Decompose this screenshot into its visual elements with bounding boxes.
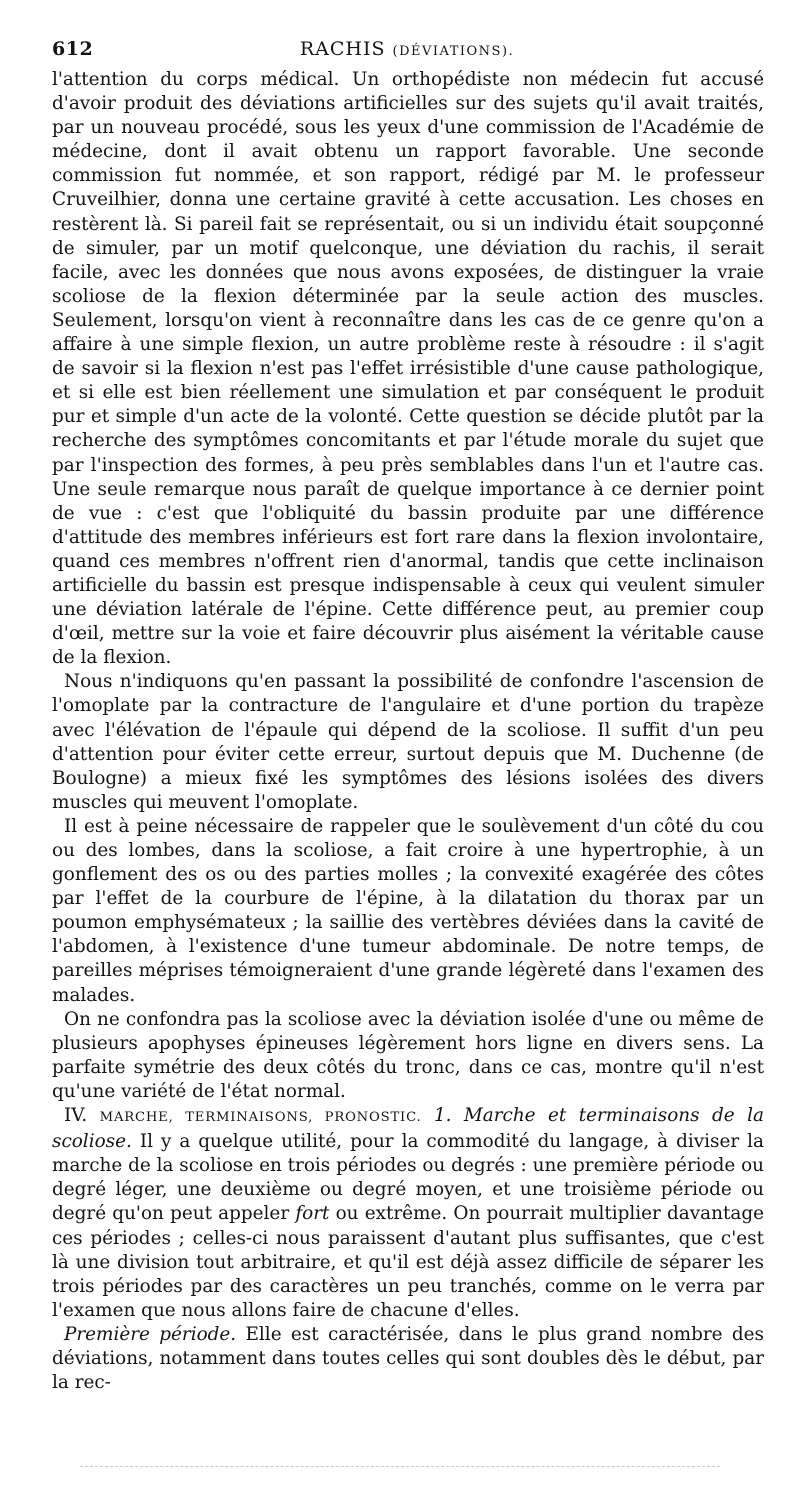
running-head [52,38,762,60]
running-head-paren: (DÉVIATIONS). [392,44,515,59]
paragraph-4: On ne confondra pas la scoliose avec la déviation isolée d'une ou même de plusieurs apophyses épineuses légèrement hors ligne en divers sens. La parfaite symétrie des deux côtés du tronc, dans ce cas, montre qu'il n'est qu'une variété de l'état normal. [52,1008,764,1102]
bleed-through-line [80,1466,720,1467]
paragraph-5-text-continued: ou extrême. On pourrait multiplier davantage ces périodes ; celles-ci nous paraissent d'autant plus suffisantes, que c'est là une division tout arbitraire, et qu'il est déjà assez difficile de séparer les trois périodes par des caractères un peu tranchés, comme on le verra par l'examen que nous allons faire de chacune d'elles. [52,1203,764,1321]
paragraph-1: l'attention du corps médical. Un orthopédiste non médecin fut accusé d'avoir produit des déviations artificielles sur des sujets qu'il avait traités, par un nouveau procédé, sous les yeux d'une commission de l'Académie de médecine, dont il avait obtenu un rapport favorable. Une seconde commission fut nommée, et son rapport, rédigé par M. le professeur Cruveilhier, donna une certaine gravité à cette accusation. Les choses en restèrent là. Si pareil fait se représentait, ou si un individu était soupçonné de simuler, par un motif quelconque, une déviation du rachis, il serait facile, avec les données que nous avons exposées, de distinguer la vraie scoliose de la flexion déterminée par la seule action des muscles. Seulement, lorsqu'on vient à reconnaître dans les cas de ce genre qu'on a affaire à une simple flexion, un autre problème reste à résoudre : il s'agit de savoir si la flexion n'est pas l'effet irrésistible d'une cause pathologique, et si elle est bien réellement une simulation et par conséquent le produit pur et simple d'un acte de la volonté. Cette question se décide plutôt par la recherche des symptômes concomitants et par l'étude morale du sujet que par l'inspection des formes, à peu près semblables dans l'un et l'autre cas. Une seule remarque nous paraît de quelque importance à ce dernier point de vue : c'est que l'obliquité du bassin produite par une différence d'attitude des membres inférieurs est fort rare dans la flexion involontaire, quand ces membres n'offrent rien d'anormal, tandis que cette inclinaison artificielle du bassin est presque indispensable à ceux qui veulent simuler une déviation latérale de l'épine. Cette différence peut, au premier coup d'œil, mettre sur la voie et faire découvrir plus aisément la véritable cause de la flexion. [52,69,764,669]
paragraph-5 [52,1104,764,1323]
paragraph-3: Il est à peine nécessaire de rappeler que le soulèvement d'un côté du cou ou des lombes, dans la scoliose, a fait croire à une hypertrophie, à un gonflement des os ou des parties molles ; la convexité exagérée des côtes par l'effet de la courbure de l'épine, à la dilatation du thorax par un poumon emphysémateux ; la saillie des vertèbres déviées dans la cavité de l'abdomen, à l'existence d'une tumeur abdominale. De notre temps, de pareilles méprises témoigneraient d'une grande légèreté dans l'examen des malades. [52,815,764,1006]
section-heading: MARCHE, TERMINAISONS, PRONOSTIC. [99,1110,422,1126]
section-number: IV. [64,1105,88,1127]
page-number: 612 [52,38,94,60]
subsection-heading: 1. Marche et terminaisons de la scoliose. [52,1105,764,1153]
period-heading: Première période. [64,1323,237,1345]
paragraph-5-text: Il y a quelque utilité, pour la commodité du langage, à diviser la marche de la scoliose en trois périodes ou degrés : une première période ou degré léger, une deuxième ou degré moyen, et une troisième période ou degré qu'on peut appeler [52,1131,765,1225]
paragraph-6-text: Elle est caractérisée, dans le plus grand nombre des déviations, notamment dans toutes celles qui sont doubles dès le début, par la rec- [52,1323,764,1394]
italic-word: fort [295,1203,330,1225]
page-header [52,38,762,68]
paragraph-2: Nous n'indiquons qu'en passant la possibilité de confondre l'ascension de l'omoplate par la contracture de l'angulaire et d'une portion du trapèze avec l'élévation de l'épaule qui dépend de la scoliose. Il suffit d'un peu d'attention pour éviter cette erreur, surtout depuis que M. Duchenne (de Boulogne) a mieux fixé les symptômes des lésions isolées des divers muscles qui meuvent l'omoplate. [52,671,764,813]
body-text [52,68,764,1395]
paragraph-6 [52,1323,764,1395]
running-head-main: RACHIS [299,38,386,60]
